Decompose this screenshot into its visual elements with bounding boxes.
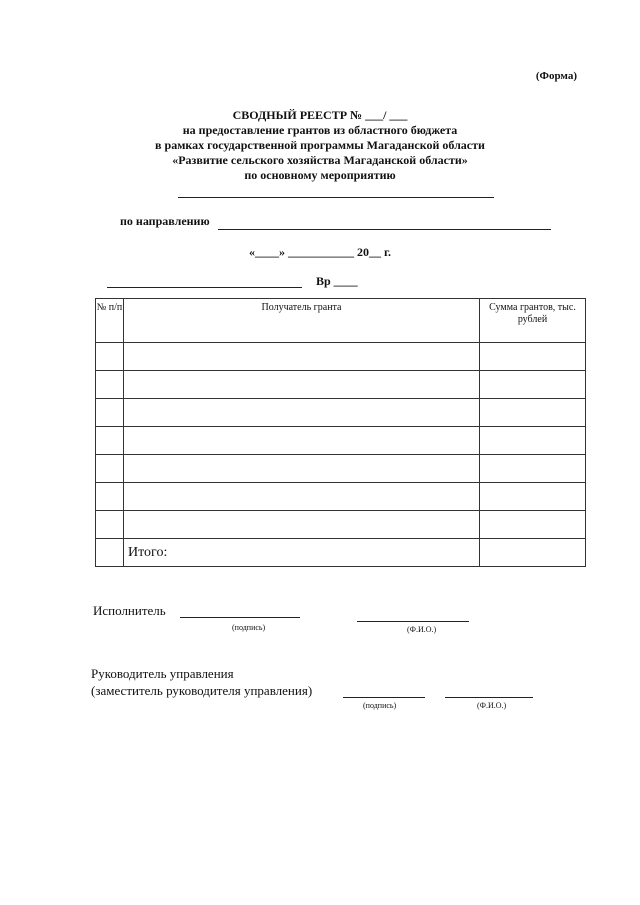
registry-table (95, 298, 586, 567)
recipient-cell[interactable] (124, 511, 480, 539)
sum-cell[interactable] (480, 455, 586, 483)
head-signature-caption: (подпись) (363, 701, 397, 710)
recipient-cell[interactable] (124, 399, 480, 427)
left-blank-line[interactable] (107, 287, 302, 288)
recipient-cell[interactable] (124, 483, 480, 511)
num-cell[interactable] (96, 511, 124, 539)
title-line-2: на предоставление грантов из областного бюджета (182, 123, 458, 137)
total-row (96, 539, 586, 567)
sum-cell[interactable] (480, 483, 586, 511)
recipient-cell[interactable] (124, 455, 480, 483)
table-header-row (96, 299, 586, 343)
num-cell[interactable] (96, 427, 124, 455)
title-line-1: СВОДНЫЙ РЕЕСТР № ___/ ___ (232, 108, 408, 122)
head-label-line-1: Руководитель управления (91, 666, 234, 681)
sum-cell[interactable] (480, 371, 586, 399)
total-sum-cell[interactable] (480, 539, 586, 567)
table-row (96, 343, 586, 371)
vr-label: Вр ____ (316, 274, 358, 288)
header-sum: Сумма грантов, тыс. рублей (480, 299, 586, 343)
direction-blank-line[interactable] (218, 229, 551, 230)
table-row (96, 371, 586, 399)
head-name-line[interactable] (445, 697, 533, 698)
head-signature-line[interactable] (343, 697, 425, 698)
sum-cell[interactable] (480, 399, 586, 427)
num-cell[interactable] (96, 399, 124, 427)
form-mark: (Форма) (535, 70, 577, 82)
recipient-cell[interactable] (124, 371, 480, 399)
title-line-5: по основному мероприятию (244, 168, 396, 182)
head-label-line-2: (заместитель руководителя управления) (91, 683, 313, 698)
sum-cell[interactable] (480, 427, 586, 455)
date-line: «____» ___________ 20__ г. (248, 245, 392, 259)
title-line-4: «Развитие сельского хозяйства Магаданской области» (172, 153, 468, 167)
table-row (96, 483, 586, 511)
head-name-caption: (Ф.И.О.) (477, 701, 507, 710)
executor-signature-caption: (подпись) (232, 623, 266, 632)
document-title (0, 108, 640, 183)
title-line-3: в рамках государственной программы Магаданской области (155, 138, 485, 152)
activity-blank-line[interactable] (178, 197, 494, 198)
header-recipient: Получатель гранта (124, 299, 480, 343)
num-cell[interactable] (96, 371, 124, 399)
table-row (96, 427, 586, 455)
table-row (96, 511, 586, 539)
executor-signature-line[interactable] (180, 617, 300, 618)
total-num-cell[interactable] (96, 539, 124, 567)
executor-label: Исполнитель (93, 603, 166, 618)
num-cell[interactable] (96, 483, 124, 511)
recipient-cell[interactable] (124, 427, 480, 455)
table-row (96, 455, 586, 483)
executor-name-caption: (Ф.И.О.) (407, 625, 437, 634)
total-label: Итого: (124, 539, 480, 567)
table-row (96, 399, 586, 427)
direction-label: по направлению (120, 214, 210, 228)
recipient-cell[interactable] (124, 343, 480, 371)
num-cell[interactable] (96, 455, 124, 483)
header-num: № п/п (96, 299, 124, 343)
executor-name-line[interactable] (357, 621, 469, 622)
num-cell[interactable] (96, 343, 124, 371)
sum-cell[interactable] (480, 343, 586, 371)
sum-cell[interactable] (480, 511, 586, 539)
